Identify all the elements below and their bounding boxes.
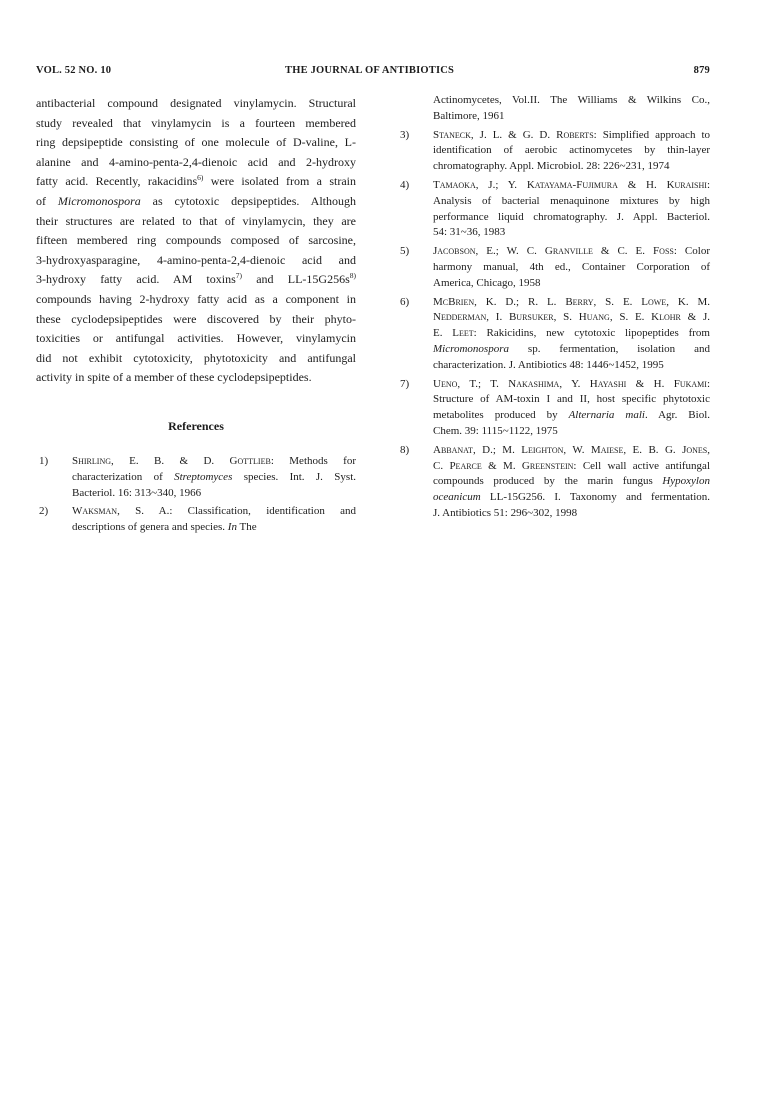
reference-line: compounds produced by the marin fungus Hypoxylon xyxy=(433,475,710,488)
reference-line: identification of aerobic actinomycetes by thin-layer xyxy=(433,144,710,157)
reference-item xyxy=(397,443,710,522)
reference-number: 6) xyxy=(400,295,410,308)
reference-number: 8) xyxy=(400,443,410,456)
citation-8: 8) xyxy=(349,271,356,281)
body-line: alanine and 4-amino-penta-2,4-dienoic acid and 2-hydroxy xyxy=(36,154,356,169)
body-line: activity in spite of a member of these cyclodepsipeptides. xyxy=(36,370,312,385)
reference-number: 3) xyxy=(400,128,410,141)
reference-line: descriptions of genera and species. In The xyxy=(72,521,257,534)
reference-line: Analysis of bacterial menaquinone mixtures by high xyxy=(433,194,710,207)
reference-line: Baltimore, 1961 xyxy=(433,109,505,122)
reference-line: Waksman, S. A.: Classification, identification and xyxy=(72,505,356,518)
reference-item xyxy=(397,244,710,291)
reference-line: America, Chicago, 1958 xyxy=(433,276,541,289)
body-line: these cyclodepsipeptides were discovered by their phyto- xyxy=(36,311,356,326)
reference-number: 5) xyxy=(400,245,410,258)
reference-line: characterization. J. Antibiotics 48: 1446~1452, 1995 xyxy=(433,358,664,371)
reference-line: Staneck, J. L. & G. D. Roberts: Simplified approach to xyxy=(433,128,710,141)
reference-item xyxy=(397,295,710,374)
reference-line: McBrien, K. D.; R. L. Berry, S. E. Lowe, K. M. xyxy=(433,295,710,308)
references-heading: References xyxy=(168,418,224,433)
right-column xyxy=(397,93,710,522)
body-line: fatty acid. Recently, rakacidins$^{6)}$ were isolated from a strain xyxy=(36,173,356,189)
reference-number: 7) xyxy=(400,377,410,390)
body-line: 3-hydroxy fatty acid. AM toxins$^{7)}$ and $LL-15G256s^{8)}$ xyxy=(36,271,356,287)
reference-item xyxy=(397,377,710,440)
reference-line: Actinomycetes, Vol.II. The Williams & Wilkins Co., xyxy=(433,94,710,106)
reference-line: Shirling, E. B. & D. Gottlieb: Methods for xyxy=(72,454,356,467)
body-line: ring depsipeptide consisting of one molecule of D-valine, L- xyxy=(36,135,356,150)
reference-number: 4) xyxy=(400,178,410,191)
reference-item xyxy=(36,454,356,501)
body-line: antibacterial compound designated vinylamycin. Structural xyxy=(36,96,356,110)
reference-line: Chem. 39: 1115~1122, 1975 xyxy=(433,424,558,437)
reference-line: Jacobson, E.; W. C. Granville & C. E. Foss: Color xyxy=(433,245,710,258)
left-column xyxy=(36,94,356,536)
volume-label: VOL. 52 NO. 10 xyxy=(36,65,112,76)
citation-6: 6) xyxy=(197,173,204,183)
citation-7: 7) xyxy=(235,271,243,281)
reference-line: 54: 31~36, 1983 xyxy=(433,226,506,239)
reference-line: performance liquid chromatography. J. Appl. Bacteriol. xyxy=(433,210,710,223)
body-line: study revealed that vinylamycin is a fourteen membered xyxy=(36,115,356,130)
reference-line: chromatography. Appl. Microbiol. 28: 226~231, 1974 xyxy=(433,160,670,173)
reference-line: Bacteriol. 16: 313~340, 1966 xyxy=(72,486,202,499)
reference-2-continuation xyxy=(397,93,710,125)
body-line: of Micromonospora as cytotoxic depsipeptides. Although xyxy=(36,193,356,208)
page-number: 879 xyxy=(693,65,710,76)
reference-line: Ueno, T.; T. Nakashima, Y. Hayashi & H. Fukami: xyxy=(433,377,711,390)
journal-title: THE JOURNAL OF ANTIBIOTICS xyxy=(285,65,455,76)
body-paragraph xyxy=(36,94,356,388)
reference-number: 2) xyxy=(39,505,49,518)
reference-line: Structure of AM-toxin I and II, host specific phytotoxic xyxy=(433,393,710,406)
reference-list-right xyxy=(397,128,710,522)
body-line: fifteen membered ring compounds composed of sarcosine, xyxy=(36,233,356,248)
reference-line: C. Pearce & M. Greenstein: Cell wall active antifungal xyxy=(433,459,710,472)
reference-line: metabolites produced by Alternaria mali. Agr. Biol. xyxy=(433,409,711,422)
reference-item xyxy=(397,128,710,175)
reference-line: J. Antibiotics 51: 296~302, 1998 xyxy=(433,506,578,519)
body-line: their structures are related to that of vinylamycin, they are xyxy=(36,213,356,228)
body-line: 3-hydroxyasparagine, 4-amino-penta-2,4-dienoic acid and xyxy=(36,252,356,267)
reference-line: oceanicum LL-15G256. I. Taxonomy and fermentation. xyxy=(433,491,710,504)
body-line: did not exhibit cytotoxicity, phytotoxicity and antifungal xyxy=(36,350,356,365)
reference-item xyxy=(36,504,356,536)
reference-line: Micromonospora sp. fermentation, isolation and xyxy=(433,342,710,355)
reference-line: Tamaoka, J.; Y. Katayama-Fujimura & H. Kuraishi: xyxy=(433,178,711,191)
reference-line: harmony manual, 4th ed., Container Corporation of xyxy=(433,260,710,273)
body-line: toxicities or antifungal activities. However, vinylamycin xyxy=(36,331,356,346)
running-header xyxy=(36,65,710,81)
body-line: compounds having 2-hydroxy fatty acid as a component in xyxy=(36,291,356,306)
reference-item xyxy=(397,178,710,241)
reference-list-left xyxy=(36,454,356,536)
reference-line: Nedderman, I. Bursuker, S. Huang, S. E. Klohr & J. xyxy=(433,311,710,324)
reference-line: Abbanat, D.; M. Leighton, W. Maiese, E. B. G. Jones, xyxy=(433,443,710,456)
reference-number: 1) xyxy=(39,454,49,467)
reference-line: characterization of Streptomyces species. Int. J. Syst. xyxy=(72,470,356,483)
reference-line: E. Leet: Rakicidins, new cytotoxic lipopeptides from xyxy=(433,327,710,340)
